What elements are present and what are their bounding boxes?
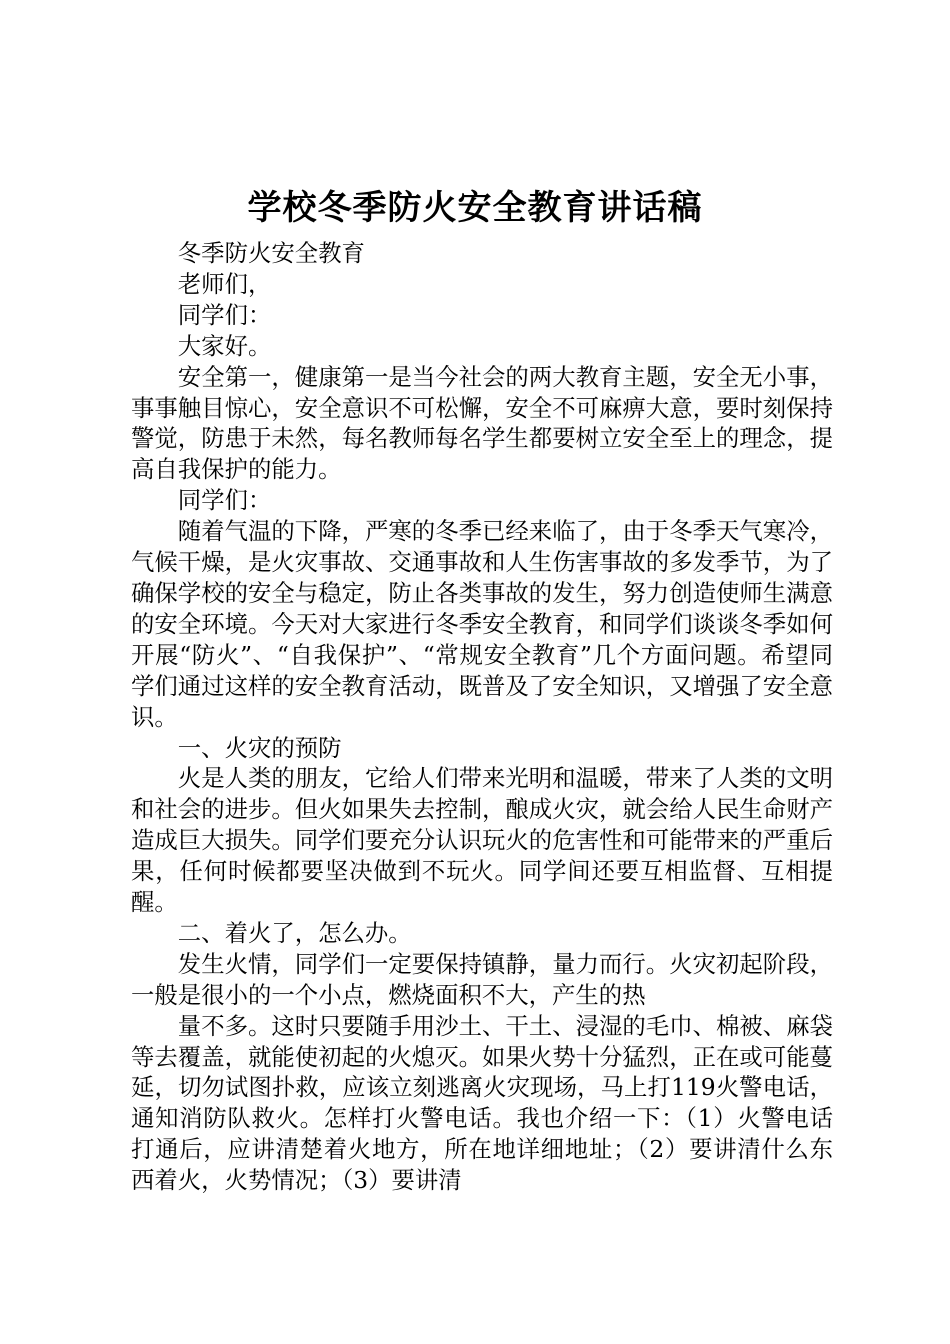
paragraph-winter-intro: 随着气温的下降，严寒的冬季已经来临了，由于冬季天气寒冷，气候干燥，是火灾事故、交通事故和人生伤害事故的多发季节，为了确保学校的安全与稳定，防止各类事故的发生，努力创造使师生满意的安全环境。今天对大家进行冬季安全教育，和同学们谈谈冬季如何开展“防火”、“自我保护”、“常规安全教育”几个方面问题。希望同学们通过这样的安全教育活动，既普及了安全知识，又增强了安全意识。 (131, 517, 833, 731)
section-heading-fire-prevention: 一、火灾的预防 (177, 733, 342, 762)
paragraph-fire-response-continued: 量不多。这时只要随手用沙土、干土、浸湿的毛巾、棉被、麻袋等去覆盖，就能使初起的火熄灭。如果火势十分猛烈，正在或可能蔓延，切勿试图扑救，应该立刻逃离火灾现场，马上打119火警电话，通知消防队救火。怎样打火警电话。我也介绍一下：（1）火警电话打通后，应讲清楚着火地方，所在地详细地址；（2）要讲清什么东西着火，火势情况；（3）要讲清 (131, 1011, 833, 1195)
paragraph-safety-first: 安全第一，健康第一是当今社会的两大教育主题，安全无小事，事事触目惊心，安全意识不可松懈，安全不可麻痹大意，要时刻保持警觉，防患于未然，每名教师每名学生都要树立安全至上的理念，提高自我保护的能力。 (131, 362, 833, 484)
paragraph-fire-response: 发生火情，同学们一定要保持镇静，量力而行。火灾初起阶段，一般是很小的一个小点，燃烧面积不大，产生的热 (131, 949, 833, 1009)
salutation-students-2: 同学们： (177, 486, 272, 515)
paragraph-fire-prevention: 火是人类的朋友，它给人们带来光明和温暖，带来了人类的文明和社会的进步。但火如果失去控制，酿成火灾，就会给人民生命财产造成巨大损失。同学们要充分认识玩火的危害性和可能带来的严重后果，任何时候都要坚决做到不玩火。同学间还要互相监督、互相提醒。 (131, 764, 833, 917)
salutation-teachers: 老师们， (177, 269, 272, 298)
greeting: 大家好。 (177, 331, 272, 360)
salutation-students: 同学们： (177, 300, 272, 329)
document-title: 学校冬季防火安全教育讲话稿 (247, 188, 703, 228)
subtitle-line: 冬季防火安全教育 (177, 239, 365, 267)
document-body (131, 238, 833, 1196)
section-heading-what-to-do: 二、着火了，怎么办。 (177, 918, 412, 947)
